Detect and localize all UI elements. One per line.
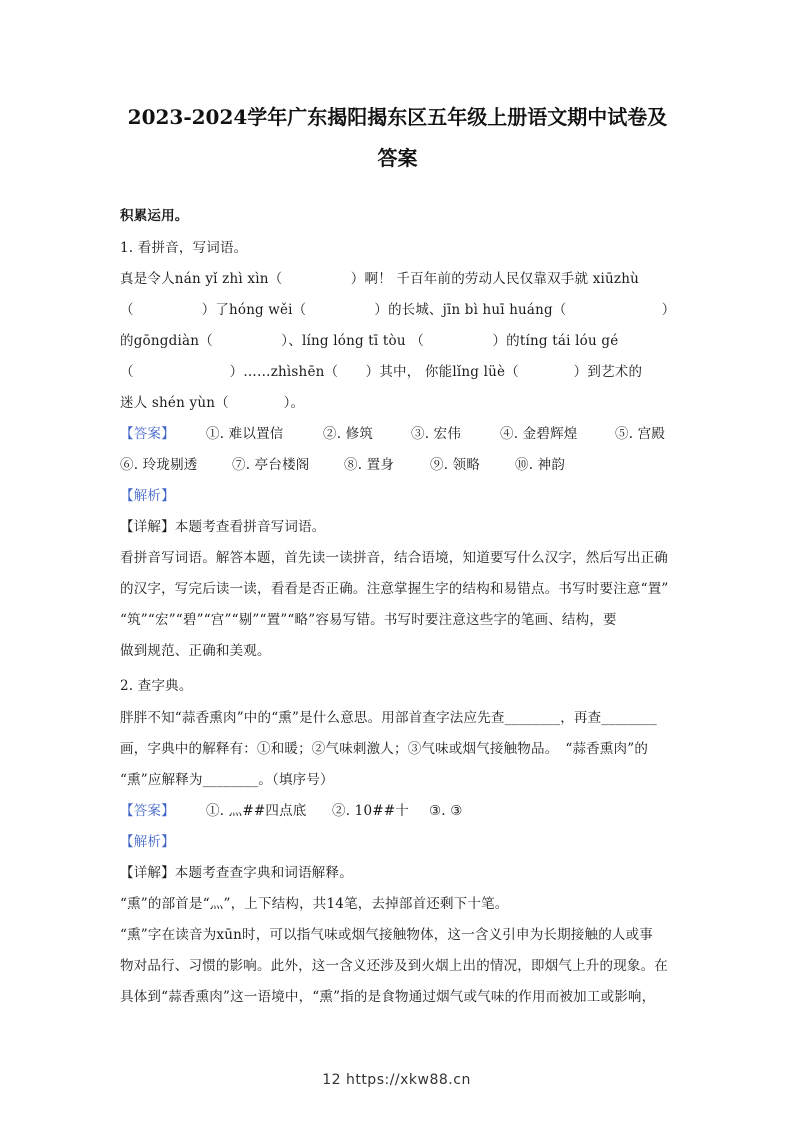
q2-text-line3: “熏”应解释为________。（填序号） xyxy=(120,772,334,788)
q2-answer-3: ③. ③ xyxy=(429,803,463,819)
q2-answer-row xyxy=(120,803,463,819)
q2-text-line1: 胖胖不知“蒜香熏肉”中的“熏”是什么意思。用部首查字法应先查________，再查________ xyxy=(120,710,657,726)
q1-detail: 【详解】本题考查看拼音写词语。 xyxy=(120,519,326,535)
q1-answer-2: ②. 修筑 xyxy=(323,426,374,442)
q2-paragraph-line1: “熏”的部首是“灬”，上下结构，共14笔，去掉部首还剩下十笔。 xyxy=(120,896,509,912)
q1-answer-7: ⑦. 亭台楼阁 xyxy=(232,457,310,473)
section-heading: 积累运用。 xyxy=(120,208,189,224)
q2-answer-1: ①. 灬##四点底 xyxy=(206,803,307,819)
q1-analysis-tag: 【解析】 xyxy=(120,488,175,504)
q1-paragraph-line1: 看拼音写词语。解答本题，首先读一读拼音，结合语境，知道要写什么汉字，然后写出正确 xyxy=(120,550,668,566)
q2-paragraph-line3: 物对品行、习惯的影响。此外，这一含义还涉及到火烟上出的情况，即烟气上升的现象。在 xyxy=(120,958,668,974)
q1-answer-4: ④. 金碧辉煌 xyxy=(500,426,578,442)
q1-answer-row2 xyxy=(120,457,566,473)
q2-paragraph-line4: 具体到“蒜香熏肉”这一语境中，“熏”指的是食物通过烟气或气味的作用而被加工或影响， xyxy=(120,989,656,1005)
page-footer: 12 https://xkw88.cn xyxy=(322,1072,471,1088)
q1-prompt: 1. 看拼音，写词语。 xyxy=(120,240,248,256)
q1-text-line4: （ ）……zhìshēn（ ）其中， 你能lǐng lüè（ ）到艺术的 xyxy=(120,364,643,380)
q1-text-line3: 的gōngdiàn（ ）、líng lóng tī tòu （ ）的tíng tái lóu gé xyxy=(120,333,619,349)
q2-analysis-tag: 【解析】 xyxy=(120,834,175,850)
q1-text-line2: （ ）了hóng wěi（ ）的长城、jīn bì huī huáng（ ） xyxy=(120,302,676,318)
q1-answer-6: ⑥. 玲珑剔透 xyxy=(120,457,198,473)
q1-answer-5: ⑤. 宫殿 xyxy=(615,426,666,442)
q2-answer-2: ②. 10##十 xyxy=(332,803,409,819)
q1-answer-tag: 【答案】 xyxy=(120,426,175,442)
document-title-line1: 2023-2024学年广东揭阳揭东区五年级上册语文期中试卷及 xyxy=(127,105,668,129)
q1-answer-8: ⑧. 置身 xyxy=(344,457,395,473)
q2-answer-tag: 【答案】 xyxy=(120,803,175,819)
q1-text-line1: 真是令人nán yǐ zhì xìn（ ）啊！ 千百年前的劳动人民仅靠双手就 xiūzhù xyxy=(120,271,640,287)
q1-paragraph-line2: 的汉字，写完后读一读，看看是否正确。注意掌握生字的结构和易错点。书写时要注意“置” xyxy=(120,581,669,597)
q1-answer-3: ③. 宏伟 xyxy=(411,426,462,442)
q2-paragraph-line2: “熏”字在读音为xūn时，可以指气味或烟气接触物体，这一含义引申为长期接触的人或事 xyxy=(120,927,654,943)
q1-paragraph-line3: “筑”“宏”“碧”“宫”“剔”“置”“略”容易写错。书写时要注意这些字的笔画、结构，要 xyxy=(120,612,617,628)
q1-answer-row1 xyxy=(120,426,666,442)
q2-detail: 【详解】本题考查查字典和词语解释。 xyxy=(120,865,353,881)
q1-answer-10: ⑩. 神韵 xyxy=(515,457,566,473)
q1-answer-1: ①. 难以置信 xyxy=(206,426,284,442)
q1-answer-9: ⑨. 领略 xyxy=(430,457,481,473)
q2-text-line2: 画，字典中的解释有：①和暖；②气味刺激人；③气味或烟气接触物品。 “蒜香熏肉”的 xyxy=(120,741,649,757)
q1-text-line5: 迷人 shén yùn（ ）。 xyxy=(120,395,305,411)
q1-paragraph-line4: 做到规范、正确和美观。 xyxy=(120,643,271,659)
q2-prompt: 2. 查字典。 xyxy=(120,678,193,694)
document-title-line2: 答案 xyxy=(377,146,418,170)
